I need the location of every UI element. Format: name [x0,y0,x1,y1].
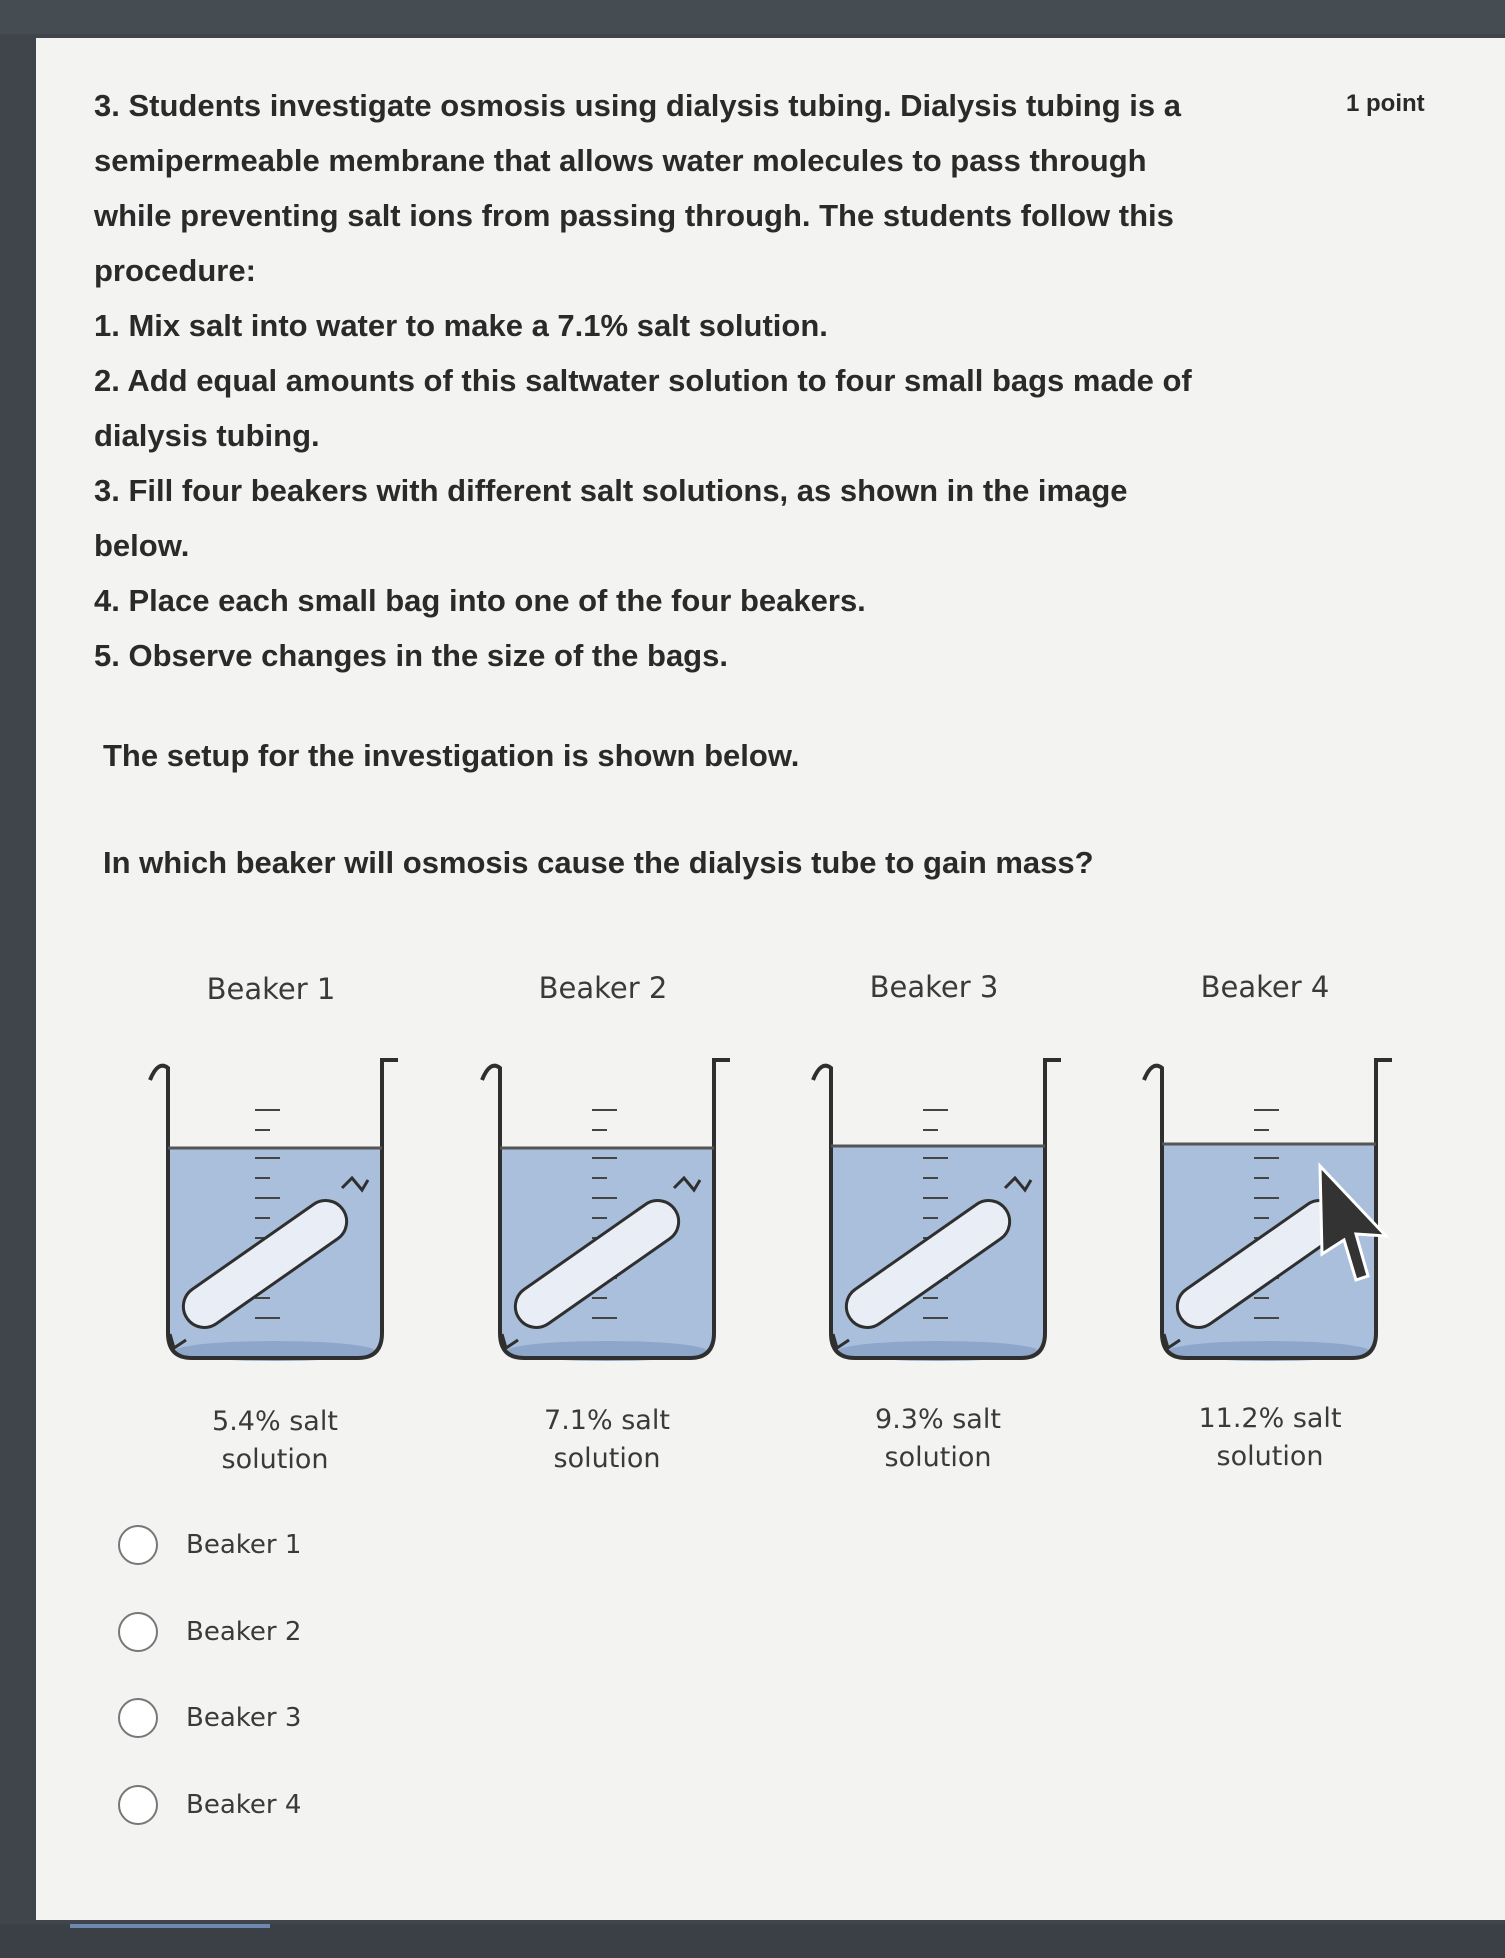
question-text [94,78,1294,683]
option-label: Beaker 4 [186,1790,302,1820]
beaker-3-icon [793,1048,1073,1368]
beaker-3-solution-text: solution [884,1442,992,1473]
beaker-2-concentration [497,1402,717,1478]
question-line: 3. Students investigate osmosis using dialysis tubing. Dialysis tubing is a [94,88,1181,123]
question-line: while preventing salt ions from passing through. The students follow this [94,198,1174,233]
procedure-step-4: 4. Place each small bag into one of the four beakers. [94,583,866,618]
option-label: Beaker 1 [186,1530,302,1560]
option-beaker-1[interactable] [118,1523,301,1567]
beaker-4-concentration [1160,1400,1380,1476]
procedure-step-3-cont: below. [94,528,190,563]
beaker-4-label: Beaker 4 [1200,970,1330,1004]
beaker-1-icon [130,1048,410,1368]
setup-text: The setup for the investigation is shown below. [103,738,800,773]
beaker-1-label: Beaker 1 [206,972,336,1006]
browser-top-bar [0,0,1505,34]
option-label: Beaker 2 [186,1617,302,1647]
procedure-step-5: 5. Observe changes in the size of the bags. [94,638,728,673]
beaker-1-concentration [165,1403,385,1479]
radio-button-icon[interactable] [118,1785,158,1825]
points-label: 1 point [1346,90,1425,117]
question-line: procedure: [94,253,256,288]
beaker-4-solution-text: solution [1216,1441,1324,1472]
beaker-2-icon [462,1048,742,1368]
procedure-step-2: 2. Add equal amounts of this saltwater solution to four small bags made of [94,363,1192,398]
procedure-step-2-cont: dialysis tubing. [94,418,320,453]
option-beaker-4[interactable] [118,1783,301,1827]
beaker-3-concentration [828,1401,1048,1477]
radio-button-icon[interactable] [118,1525,158,1565]
procedure-step-1: 1. Mix salt into water to make a 7.1% salt solution. [94,308,828,343]
taskbar-indicator [70,1924,270,1928]
beaker-3-salt-text: 9.3% salt [875,1404,1001,1435]
beaker-4-salt-text: 11.2% salt [1198,1403,1342,1434]
beaker-3-label: Beaker 3 [869,970,999,1004]
beaker-2-salt-text: 7.1% salt [544,1405,670,1436]
question-line: semipermeable membrane that allows water molecules to pass through [94,143,1147,178]
procedure-step-3: 3. Fill four beakers with different salt solutions, as shown in the image [94,473,1128,508]
beaker-1-solution-text: solution [221,1444,329,1475]
option-beaker-3[interactable] [118,1696,301,1740]
beaker-2-solution-text: solution [553,1443,661,1474]
radio-button-icon[interactable] [118,1612,158,1652]
option-label: Beaker 3 [186,1703,302,1733]
option-beaker-2[interactable] [118,1610,301,1654]
beaker-1-salt-text: 5.4% salt [212,1406,338,1437]
radio-button-icon[interactable] [118,1698,158,1738]
browser-bottom-bar [0,1924,1505,1958]
beaker-2-label: Beaker 2 [538,971,668,1005]
beaker-4-icon [1124,1048,1404,1368]
question-prompt: In which beaker will osmosis cause the dialysis tube to gain mass? [103,845,1094,880]
